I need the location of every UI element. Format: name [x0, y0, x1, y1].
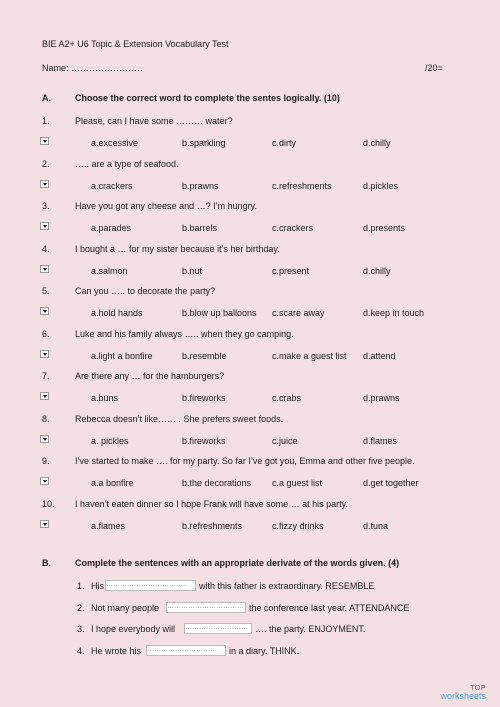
answer-option: d.keep in touch [363, 308, 425, 318]
answer-option: a. pickles [91, 435, 129, 446]
answer-dropdown[interactable] [40, 307, 49, 315]
question-text: Are there any … for the hamburgers? [75, 371, 225, 381]
answer-option: b.blow up balloons [182, 308, 257, 318]
answer-option: b.prawns [182, 180, 219, 191]
answer-option: b.fireworks [182, 435, 226, 446]
answer-option: d.tuna [363, 520, 389, 531]
section-b-instruction: Complete the sentences with an appropriate derivate of the words given. (4) [75, 558, 400, 568]
sentence-start: Not many people [91, 602, 160, 613]
question-number: 1. [42, 116, 50, 126]
question-text: Can you ….. to decorate the party? [75, 286, 216, 296]
answer-dropdown[interactable] [40, 137, 49, 145]
question-text: I haven’t eaten dinner so I hope Frank will have some … at his party. [75, 498, 348, 509]
answer-dots: …………………………….. [106, 581, 187, 588]
answer-dropdown[interactable] [40, 477, 49, 485]
answer-dots: ……………………… [185, 624, 248, 631]
answer-dots: ………………………… [147, 645, 217, 653]
answer-option: c.scare away [272, 308, 325, 318]
answer-option: a.a bonfire [91, 478, 134, 488]
answer-option: a.salmon [91, 265, 128, 276]
answer-option: d.get together [363, 478, 419, 488]
sentence-start: I hope everybody will [91, 624, 176, 634]
answer-option: d.prawns [363, 393, 400, 403]
answer-option: d.flames [363, 435, 398, 446]
answer-option: a.parades [91, 223, 132, 233]
section-b-letter: B. [42, 558, 51, 568]
question-text: Rebecca doesn’t like…… . She prefers sweet foods. [75, 413, 284, 424]
worksheet-title: BIE A2+ U6 Topic & Extension Vocabulary Test [42, 39, 229, 49]
answer-option: b.resemble [182, 350, 227, 361]
item-number: 3. [77, 624, 85, 634]
question-text: I’ve started to make …. for my party. So far I’ve got you, Emma and other five people. [75, 456, 415, 466]
sentence-end: …. the party. ENJOYMENT. [255, 624, 366, 634]
answer-option: b.refreshments [182, 520, 243, 531]
answer-dropdown[interactable] [40, 392, 49, 400]
answer-option: d.attend [363, 350, 396, 361]
question-text: I bought a … for my sister because it’s her birthday. [75, 243, 280, 254]
answer-dropdown[interactable] [40, 350, 49, 358]
question-number: 2. [42, 158, 50, 169]
answer-option: a.buns [91, 393, 119, 403]
logo-bottom-text: worksheets [440, 691, 486, 701]
section-a-instruction: Choose the correct word to complete the sentes logically. (10) [75, 93, 340, 103]
question-number: 7. [42, 371, 50, 381]
answer-option: c.juice [272, 435, 298, 446]
answer-option: b.barrels [182, 223, 218, 233]
answer-option: b.the decorations [182, 478, 252, 488]
answer-option: a.crackers [91, 180, 133, 191]
answer-option: c.a guest list [272, 478, 323, 488]
question-text: Luke and his family always ….. when they go camping. [75, 328, 294, 339]
answer-dropdown[interactable] [40, 180, 49, 188]
question-number: 3. [42, 201, 50, 211]
logo-top-text: TOP [470, 685, 486, 692]
answer-option: c.present [272, 265, 310, 276]
answer-option: c.fizzy drinks [272, 520, 324, 531]
topworksheets-logo [440, 685, 486, 701]
answer-option: d.chilly [363, 138, 391, 148]
sentence-start: He wrote his [91, 645, 142, 656]
answer-option: c.refreshments [272, 180, 332, 191]
sentence-end: the conference last year. ATTENDANCE [249, 602, 410, 613]
answer-option: c.crabs [272, 393, 302, 403]
item-number: 4. [77, 645, 85, 656]
sentence-end: in a diary. THINK. [229, 645, 300, 656]
answer-option: a.excessive [91, 138, 139, 148]
item-number: 2. [77, 602, 85, 613]
answer-option: a.light a bonfire [91, 350, 153, 361]
question-text: Have you got any cheese and …? I’m hungry. [75, 201, 257, 211]
answer-dropdown[interactable] [40, 265, 49, 273]
answer-dots: …………………………… [167, 602, 244, 610]
question-number: 9. [42, 456, 50, 466]
question-number: 8. [42, 413, 50, 424]
question-number: 6. [42, 328, 50, 339]
answer-option: b.fireworks [182, 393, 226, 403]
answer-dropdown[interactable] [40, 520, 49, 528]
question-text: ….. are a type of seafood. [75, 158, 179, 169]
answer-option: a.flames [91, 520, 126, 531]
answer-dropdown[interactable] [40, 435, 49, 443]
answer-option: a.hold hands [91, 308, 143, 318]
name-label: Name: …………………… [42, 63, 144, 73]
question-number: 4. [42, 243, 50, 254]
answer-option: d.presents [363, 223, 406, 233]
sentence-end: with this father is extraordinary. RESEMBLE [199, 581, 375, 591]
answer-option: c.crackers [272, 223, 314, 233]
answer-option: b.nut [182, 265, 203, 276]
question-number: 5. [42, 286, 50, 296]
answer-option: c.dirty [272, 138, 297, 148]
answer-option: c.make a guest list [272, 350, 347, 361]
sentence-start: His [91, 581, 104, 591]
score-label: /20= [425, 63, 443, 73]
answer-option: d.chilly [363, 265, 391, 276]
answer-dropdown[interactable] [40, 222, 49, 230]
answer-option: d.pickles [363, 180, 399, 191]
answer-option: b.sparkling [182, 138, 226, 148]
question-number: 10. [42, 498, 55, 509]
section-a-letter: A. [42, 93, 51, 103]
question-text: Please, can I have some ……… water? [75, 116, 233, 126]
item-number: 1. [77, 581, 85, 591]
